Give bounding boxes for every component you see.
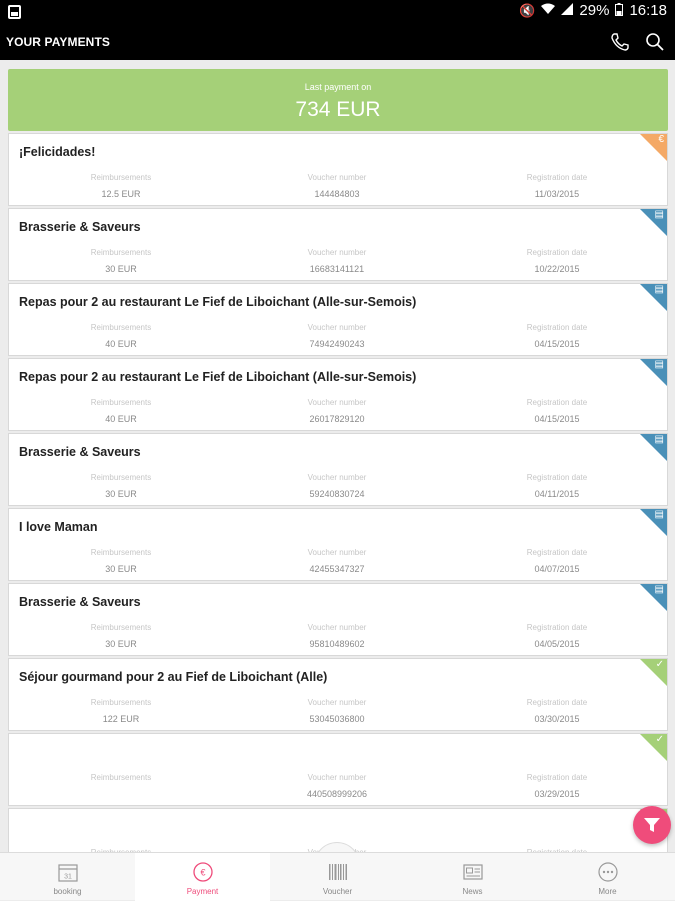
receipt-icon: ▤ xyxy=(654,509,664,520)
payment-name: Brasserie & Saveurs xyxy=(19,445,141,459)
news-icon xyxy=(462,861,484,883)
voucher-column xyxy=(227,698,447,724)
payment-card[interactable] xyxy=(8,133,668,206)
payment-card[interactable] xyxy=(8,658,668,731)
payment-name: ¡Felicidades! xyxy=(19,145,96,159)
registration-column xyxy=(447,548,667,574)
check-icon: ✓ xyxy=(655,659,664,670)
registration-column xyxy=(447,623,667,649)
voucher-label: Voucher number xyxy=(307,473,367,482)
tab-payment[interactable] xyxy=(135,853,270,901)
voucher-value: 26017829120 xyxy=(309,414,365,424)
payment-card[interactable] xyxy=(8,208,668,281)
tab-more-label: More xyxy=(598,887,617,896)
voucher-value: 74942490243 xyxy=(309,339,365,349)
payment-name: Repas pour 2 au restaurant Le Fief de Liboichant (Alle-sur-Semois) xyxy=(19,370,417,384)
registration-label: Registration date xyxy=(526,623,588,632)
receipt-icon: ▤ xyxy=(654,584,664,595)
reimbursement-column xyxy=(11,248,231,274)
registration-label: Registration date xyxy=(526,773,588,782)
reimbursement-value: 40 EUR xyxy=(105,339,137,349)
clock: 16:18 xyxy=(629,2,667,19)
tab-booking-label: booking xyxy=(53,887,82,896)
voucher-label: Voucher number xyxy=(307,248,367,257)
reimbursement-label: Reimbursements xyxy=(90,623,152,632)
reimbursement-column xyxy=(11,548,231,574)
status-right xyxy=(519,2,667,19)
reimbursement-value: 122 EUR xyxy=(102,714,140,724)
receipt-icon: ▤ xyxy=(654,284,664,295)
reimbursement-value: 30 EUR xyxy=(105,639,137,649)
registration-label: Registration date xyxy=(526,173,588,182)
mute-icon: 🔇 xyxy=(519,2,536,18)
payment-name: I love Maman xyxy=(19,520,98,534)
voucher-column xyxy=(227,248,447,274)
payment-name: Brasserie & Saveurs xyxy=(19,595,141,609)
payment-card[interactable] xyxy=(8,433,668,506)
receipt-icon: ▤ xyxy=(654,209,664,220)
reimbursement-label: Reimbursements xyxy=(90,698,152,707)
phone-icon[interactable] xyxy=(607,30,631,54)
wifi-icon xyxy=(541,3,555,18)
reimbursement-column xyxy=(11,398,231,424)
tab-payment-label: Payment xyxy=(186,887,219,896)
registration-value: 03/30/2015 xyxy=(534,714,580,724)
reimbursement-label: Reimbursements xyxy=(90,173,152,182)
registration-label: Registration date xyxy=(526,398,588,407)
registration-value: 04/05/2015 xyxy=(534,639,580,649)
app-bar xyxy=(0,24,675,60)
last-payment-banner xyxy=(8,69,668,131)
reimbursement-column xyxy=(11,623,231,649)
reimbursement-column xyxy=(11,173,231,199)
voucher-column xyxy=(227,398,447,424)
reimbursement-label: Reimbursements xyxy=(90,323,152,332)
calendar-icon xyxy=(57,861,79,883)
filter-button[interactable] xyxy=(633,806,671,844)
reimbursement-column xyxy=(11,698,231,724)
reimbursement-label: Reimbursements xyxy=(90,773,152,782)
registration-value: 03/29/2015 xyxy=(534,789,580,799)
check-icon: ✓ xyxy=(655,734,664,745)
euro-icon: € xyxy=(658,134,664,145)
voucher-value: 16683141121 xyxy=(309,264,365,274)
barcode-icon xyxy=(327,861,349,883)
tab-news[interactable] xyxy=(405,853,540,901)
tab-voucher-label: Voucher xyxy=(322,887,353,896)
reimbursement-column xyxy=(11,323,231,349)
search-icon[interactable] xyxy=(643,30,667,54)
tab-news-label: News xyxy=(462,887,483,896)
voucher-column xyxy=(227,473,447,499)
voucher-column xyxy=(227,548,447,574)
voucher-label: Voucher number xyxy=(307,173,367,182)
receipt-icon: ▤ xyxy=(654,434,664,445)
registration-value: 04/15/2015 xyxy=(534,414,580,424)
battery-icon xyxy=(615,3,623,19)
voucher-column xyxy=(227,323,447,349)
registration-column xyxy=(447,473,667,499)
payment-name: Brasserie & Saveurs xyxy=(19,220,141,234)
calendar-day: 31 xyxy=(64,873,72,881)
gallery-icon xyxy=(8,5,21,19)
voucher-label: Voucher number xyxy=(307,548,367,557)
reimbursement-label: Reimbursements xyxy=(90,248,152,257)
voucher-label: Voucher number xyxy=(307,398,367,407)
registration-value: 04/15/2015 xyxy=(534,339,580,349)
registration-column xyxy=(447,773,667,799)
voucher-value: 59240830724 xyxy=(309,489,365,499)
voucher-label: Voucher number xyxy=(307,323,367,332)
registration-label: Registration date xyxy=(526,548,588,557)
reimbursement-value: 40 EUR xyxy=(105,414,137,424)
payment-card[interactable] xyxy=(8,508,668,581)
registration-column xyxy=(447,698,667,724)
voucher-column xyxy=(227,173,447,199)
receipt-icon: ▤ xyxy=(654,359,664,370)
registration-value: 04/07/2015 xyxy=(534,564,580,574)
reimbursement-value: 30 EUR xyxy=(105,264,137,274)
registration-label: Registration date xyxy=(526,698,588,707)
voucher-value: 440508999206 xyxy=(306,789,368,799)
registration-column xyxy=(447,173,667,199)
euro-icon xyxy=(192,861,214,883)
payment-card[interactable] xyxy=(8,283,668,356)
battery-percent: 29% xyxy=(579,2,610,19)
page-title: YOUR PAYMENTS xyxy=(6,35,110,49)
last-payment-amount: 734 EUR xyxy=(295,98,381,121)
reimbursement-column xyxy=(11,773,231,789)
registration-label: Registration date xyxy=(526,473,588,482)
reimbursement-column xyxy=(11,473,231,499)
registration-value: 11/03/2015 xyxy=(534,189,580,199)
voucher-column xyxy=(227,773,447,799)
voucher-label: Voucher number xyxy=(307,623,367,632)
payment-name: Séjour gourmand pour 2 au Fief de Liboichant (Alle) xyxy=(19,670,328,684)
voucher-value: 144484803 xyxy=(314,189,360,199)
registration-value: 10/22/2015 xyxy=(534,264,580,274)
registration-column xyxy=(447,248,667,274)
registration-value: 04/11/2015 xyxy=(534,489,580,499)
signal-icon xyxy=(561,3,573,18)
voucher-column xyxy=(227,623,447,649)
tab-booking[interactable] xyxy=(0,853,135,901)
payments-list xyxy=(8,133,668,860)
voucher-value: 53045036800 xyxy=(309,714,365,724)
tab-more[interactable] xyxy=(540,853,675,901)
payment-card[interactable] xyxy=(8,733,668,806)
filter-icon xyxy=(643,816,661,834)
reimbursement-value: 30 EUR xyxy=(105,564,137,574)
registration-label: Registration date xyxy=(526,323,588,332)
payment-name: Repas pour 2 au restaurant Le Fief de Liboichant (Alle-sur-Semois) xyxy=(19,295,417,309)
payment-card[interactable] xyxy=(8,583,668,656)
voucher-label: Voucher number xyxy=(307,773,367,782)
registration-column xyxy=(447,398,667,424)
tab-voucher[interactable] xyxy=(270,853,405,901)
last-payment-label: Last payment on xyxy=(304,82,372,92)
reimbursement-label: Reimbursements xyxy=(90,398,152,407)
status-bar xyxy=(0,0,675,24)
registration-label: Registration date xyxy=(526,248,588,257)
bottom-nav xyxy=(0,852,675,900)
voucher-value: 42455347327 xyxy=(309,564,365,574)
registration-column xyxy=(447,323,667,349)
reimbursement-label: Reimbursements xyxy=(90,548,152,557)
voucher-value: 95810489602 xyxy=(309,639,365,649)
voucher-label: Voucher number xyxy=(307,698,367,707)
payments-content xyxy=(8,69,668,860)
svg-text:€: € xyxy=(200,867,206,878)
more-icon xyxy=(597,861,619,883)
reimbursement-label: Reimbursements xyxy=(90,473,152,482)
reimbursement-value: 30 EUR xyxy=(105,489,137,499)
reimbursement-value: 12.5 EUR xyxy=(101,189,141,199)
payment-card[interactable] xyxy=(8,358,668,431)
